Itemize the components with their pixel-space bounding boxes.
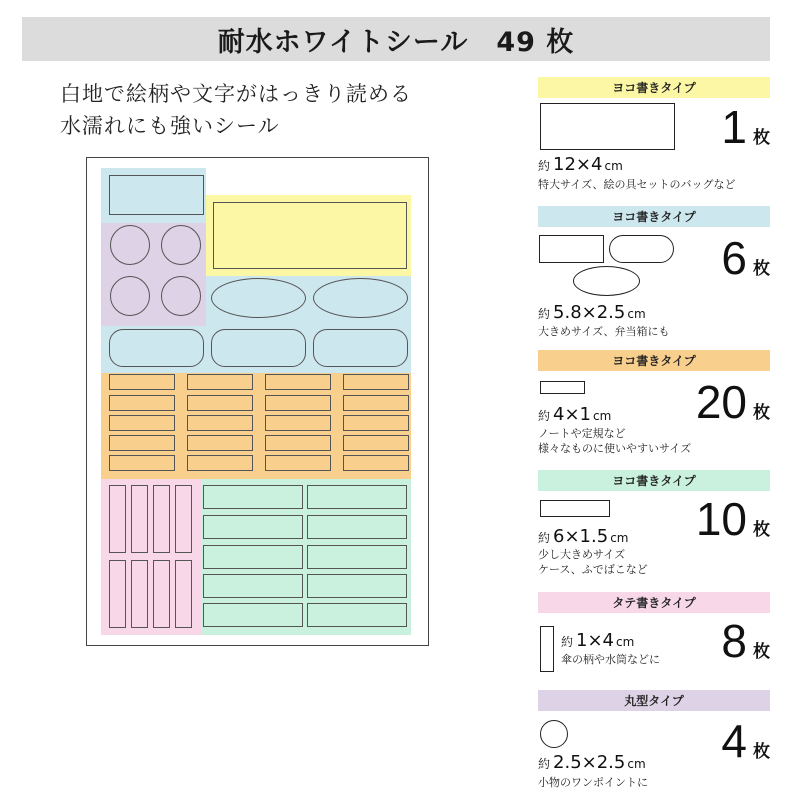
sheet-pill-label xyxy=(109,329,204,367)
sheet-small-label xyxy=(265,395,331,411)
sheet-oval-label xyxy=(211,278,306,318)
size-oval: 約 5.8×2.5 cm xyxy=(538,302,646,323)
small-label-shape xyxy=(540,381,585,394)
sheet-vertical-label xyxy=(175,485,192,553)
desc-large: 特大サイズ、絵の具セットのバッグなど xyxy=(538,178,736,191)
sheet-small-label xyxy=(187,455,253,471)
sheet-vertical-label xyxy=(109,485,126,553)
size-small: 約 4×1 cm xyxy=(538,404,612,425)
sheet-small-label xyxy=(187,374,253,390)
count-number: 20 xyxy=(695,376,747,428)
sheet-medium-label xyxy=(307,574,407,598)
subtitle-line-1: 白地で絵柄や文字がはっきり読める xyxy=(60,82,412,106)
sheet-pill-label xyxy=(211,329,306,367)
count-unit: 枚 xyxy=(753,403,770,423)
sheet-large-label xyxy=(213,202,407,269)
count-small xyxy=(696,375,770,429)
sheet-medium-label xyxy=(307,603,407,627)
size-round: 約 2.5×2.5 cm xyxy=(538,752,646,773)
title-bar xyxy=(22,17,770,61)
subtitle xyxy=(60,78,412,142)
desc-oval: 大きめサイズ、弁当箱にも xyxy=(538,325,670,338)
count-large xyxy=(721,100,770,154)
sheet-medium-label xyxy=(203,603,303,627)
sheet-pill-label xyxy=(313,329,408,367)
sheet-round-label xyxy=(161,225,201,265)
size-vertical: 約 1×4 cm xyxy=(561,630,635,651)
category-type-label: ヨコ書きタイプ xyxy=(612,354,696,368)
sheet-small-label xyxy=(265,455,331,471)
category-type-label: ヨコ書きタイプ xyxy=(612,81,696,95)
rect-label-shape xyxy=(539,235,604,263)
size-medium: 約 6×1.5 cm xyxy=(538,526,629,547)
count-number: 8 xyxy=(721,615,747,667)
count-number: 6 xyxy=(721,232,747,284)
category-type-label: 丸型タイプ xyxy=(624,694,684,708)
sheet-medium-label xyxy=(203,485,303,509)
sheet-small-label xyxy=(109,415,175,431)
sheet-vertical-label xyxy=(109,560,126,628)
sheet-medium-label xyxy=(307,485,407,509)
sheet-vertical-label xyxy=(153,560,170,628)
page-title: 耐水ホワイトシール 49 枚 xyxy=(217,26,575,58)
desc-small: ノートや定規など 様々なものに使いやすいサイズ xyxy=(538,427,692,455)
sheet-small-label xyxy=(265,435,331,451)
sheet-medium-label xyxy=(203,515,303,539)
count-vertical xyxy=(721,614,770,668)
size-large: 約 12×4 cm xyxy=(538,154,623,175)
sticker-sheet xyxy=(86,157,429,646)
sheet-medium-label xyxy=(203,545,303,569)
category-type-label: ヨコ書きタイプ xyxy=(612,210,696,224)
oval-label-shape xyxy=(573,266,640,296)
category-type-label: ヨコ書きタイプ xyxy=(612,474,696,488)
sheet-small-label xyxy=(343,395,409,411)
sheet-medium-label xyxy=(307,545,407,569)
category-header-large xyxy=(538,77,770,98)
category-header-round xyxy=(538,690,770,711)
medium-label-shape xyxy=(540,500,610,517)
count-unit: 枚 xyxy=(753,742,770,762)
sheet-medium-label xyxy=(203,574,303,598)
count-number: 4 xyxy=(721,715,747,767)
sheet-small-label xyxy=(187,435,253,451)
sheet-small-label xyxy=(343,435,409,451)
count-oval xyxy=(721,231,770,285)
desc-medium: 少し大きめサイズ ケース、ふでばこなど xyxy=(538,548,648,576)
vertical-label-shape xyxy=(540,626,554,672)
category-header-small xyxy=(538,350,770,371)
count-number: 10 xyxy=(695,493,747,545)
sheet-small-label xyxy=(343,415,409,431)
sheet-vertical-label xyxy=(153,485,170,553)
sheet-cyan-rect-label xyxy=(109,175,204,215)
count-round xyxy=(721,714,770,768)
sheet-small-label xyxy=(187,415,253,431)
sheet-vertical-label xyxy=(131,560,148,628)
sheet-round-label xyxy=(161,276,201,316)
sheet-vertical-label xyxy=(175,560,192,628)
sheet-oval-label xyxy=(313,278,408,318)
count-unit: 枚 xyxy=(753,128,770,148)
subtitle-line-2: 水濡れにも強いシール xyxy=(60,114,280,138)
sheet-small-label xyxy=(109,374,175,390)
desc-round: 小物のワンポイントに xyxy=(538,776,648,789)
count-medium xyxy=(696,492,770,546)
count-unit: 枚 xyxy=(753,520,770,540)
sheet-small-label xyxy=(109,395,175,411)
sheet-small-label xyxy=(265,374,331,390)
sheet-vertical-label xyxy=(131,485,148,553)
sheet-small-label xyxy=(265,415,331,431)
sheet-small-label xyxy=(343,455,409,471)
sheet-small-label xyxy=(109,435,175,451)
category-header-medium xyxy=(538,470,770,491)
sheet-small-label xyxy=(109,455,175,471)
sheet-round-label xyxy=(110,225,150,265)
count-number: 1 xyxy=(721,101,747,153)
count-unit: 枚 xyxy=(753,259,770,279)
category-header-oval xyxy=(538,206,770,227)
category-type-label: タテ書きタイプ xyxy=(612,596,696,610)
count-unit: 枚 xyxy=(753,642,770,662)
sheet-round-label xyxy=(110,276,150,316)
desc-vertical: 傘の柄や水筒などに xyxy=(561,653,660,666)
sheet-small-label xyxy=(343,374,409,390)
large-label-shape xyxy=(540,103,675,150)
round-label-shape xyxy=(540,720,568,748)
sheet-small-label xyxy=(187,395,253,411)
pill-label-shape xyxy=(609,235,674,263)
category-header-vertical xyxy=(538,592,770,613)
sheet-medium-label xyxy=(307,515,407,539)
